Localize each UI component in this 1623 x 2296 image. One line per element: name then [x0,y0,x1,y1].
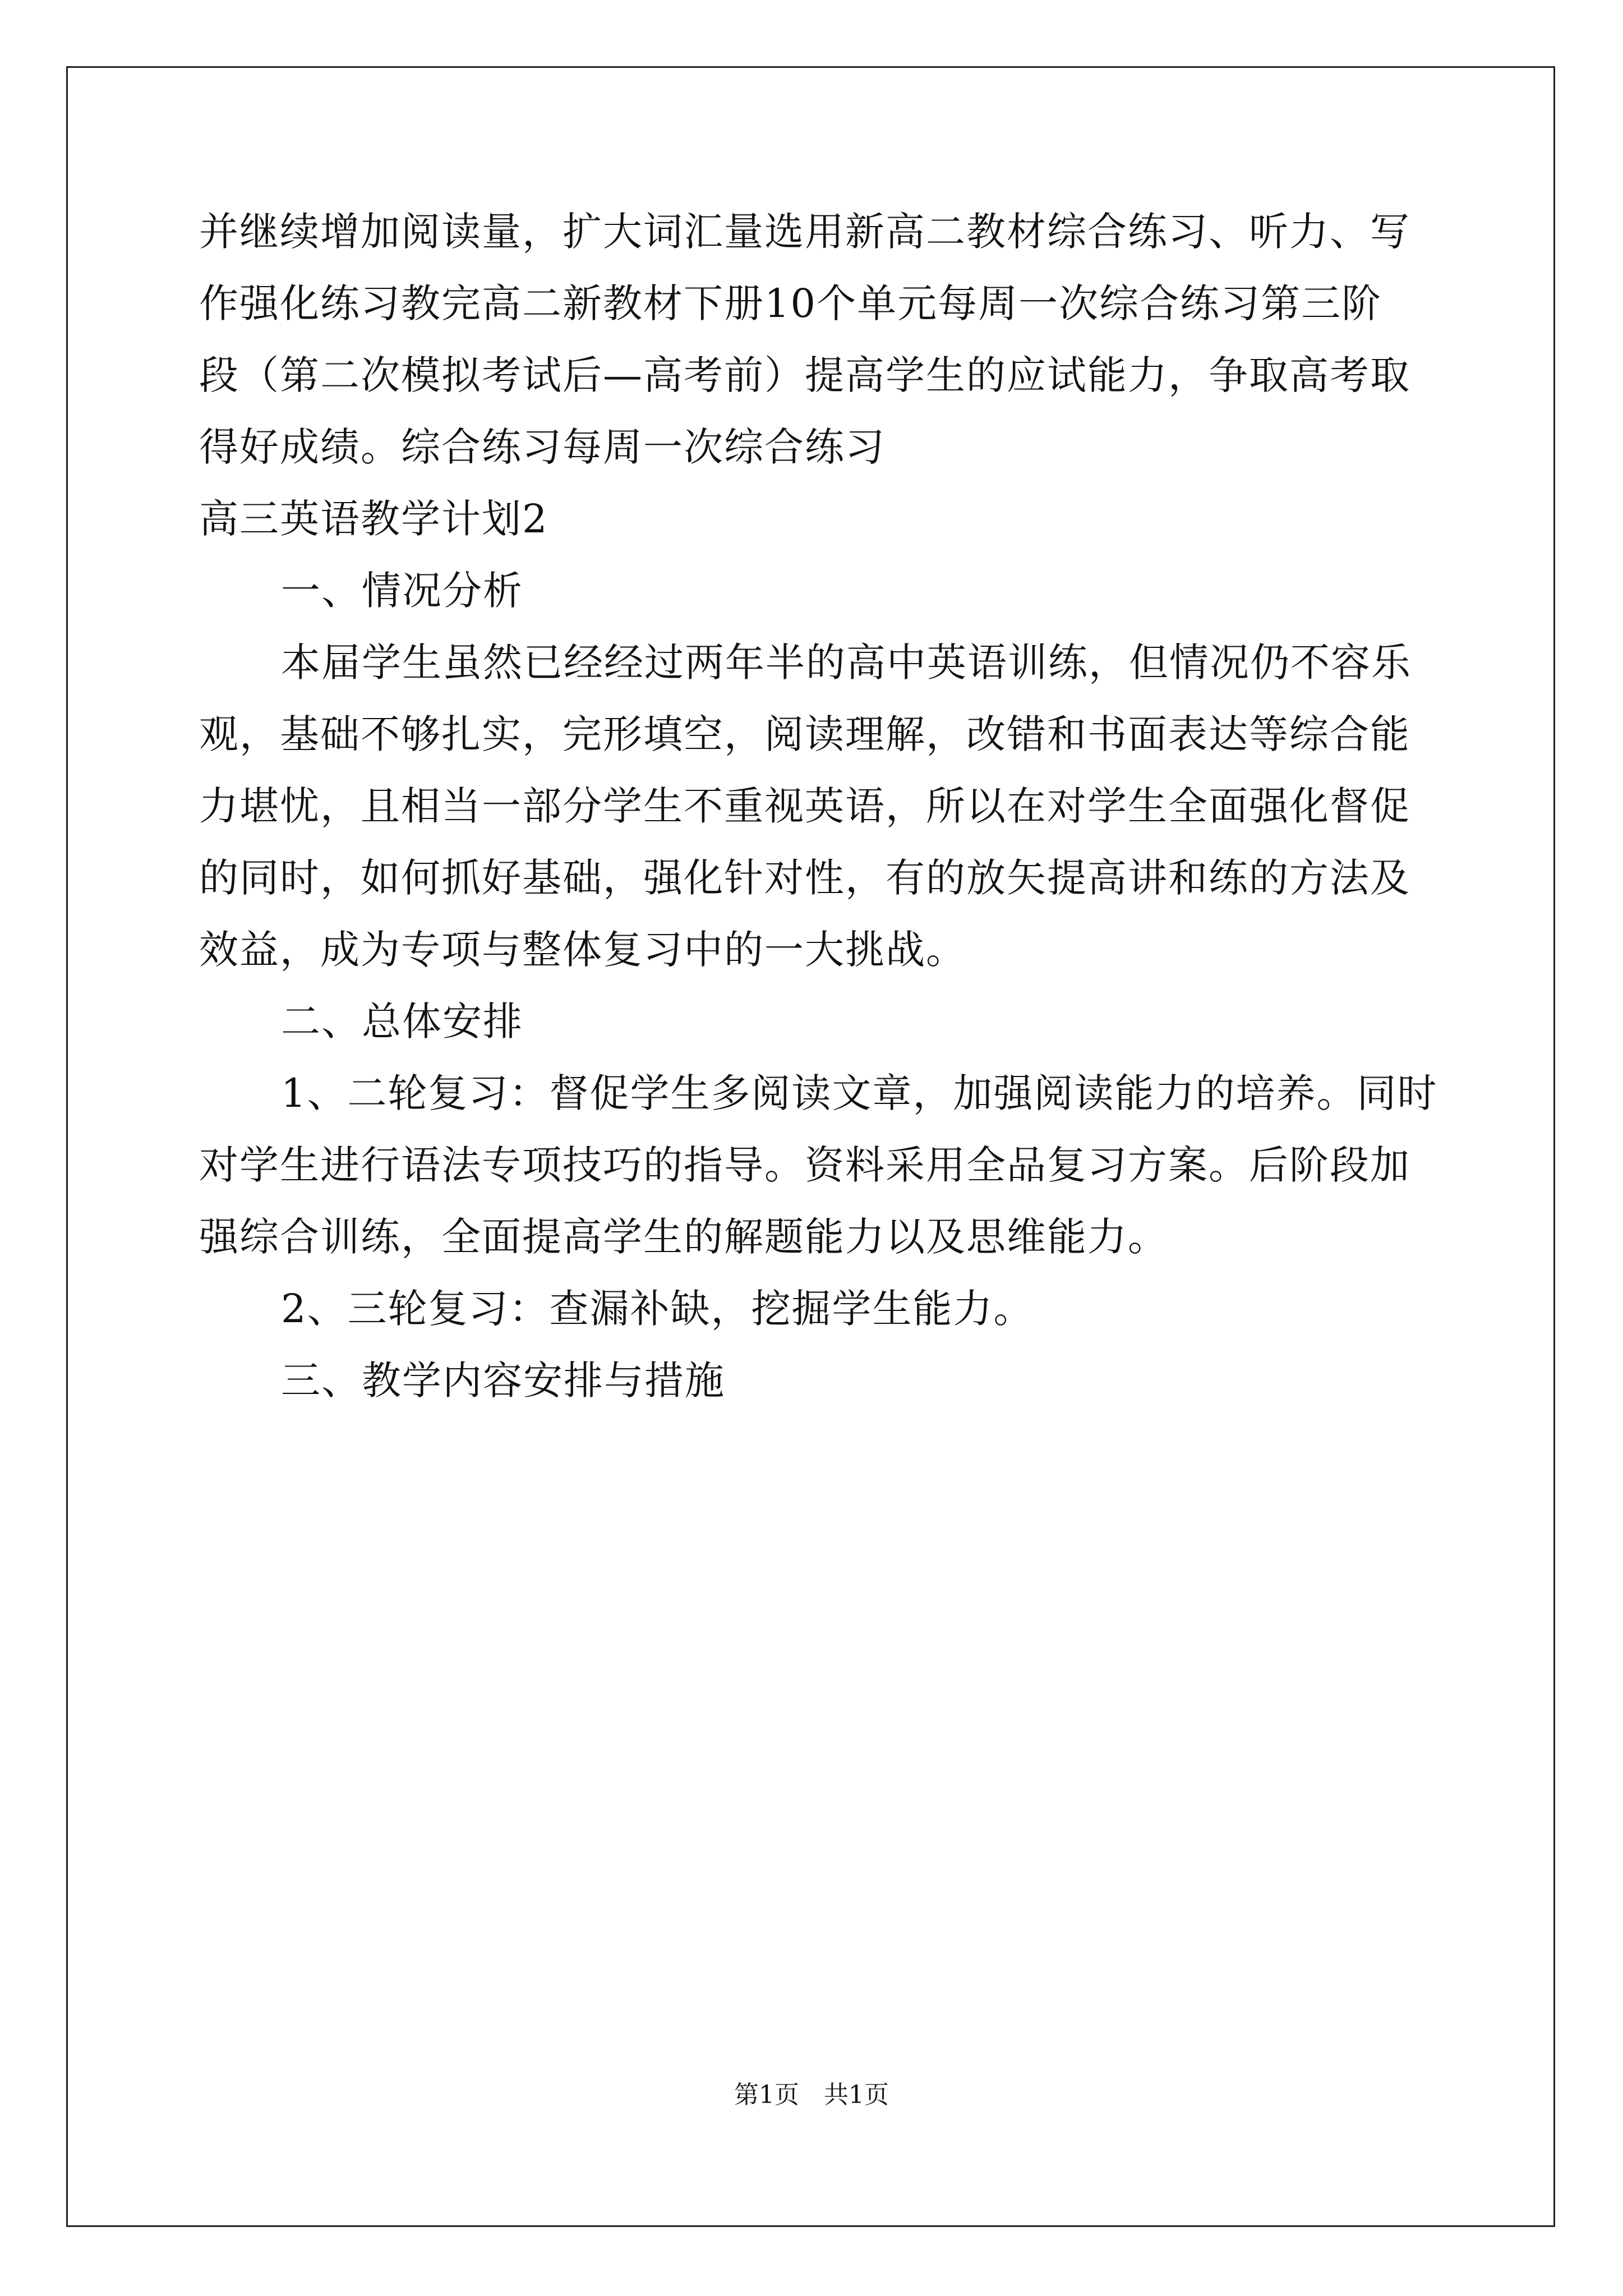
paragraph-line: 并继续增加阅读量，扩大词汇量选用新高二教材综合练习、听力、写 [199,209,1410,255]
paragraph-line: 的同时，如何抓好基础，强化针对性，有的放矢提高讲和练的方法及 [199,855,1410,901]
paragraph-line: 得好成绩。综合练习每周一次综合练习 [199,424,886,470]
heading-overall-arrangement: 二、总体安排 [281,999,523,1045]
paragraph-line: 本届学生虽然已经经过两年半的高中英语训练，但情况仍不容乐 [281,639,1412,685]
section-title: 高三英语教学计划2 [199,496,548,542]
paragraph-line: 2、三轮复习：查漏补缺，挖掘学生能力。 [281,1286,1034,1332]
page-footer [0,2079,1623,2111]
paragraph-line: 对学生进行语法专项技巧的指导。资料采用全品复习方案。后阶段加 [199,1142,1410,1188]
heading-situation-analysis: 一、情况分析 [281,568,523,614]
page-number: 第1页 [734,2081,799,2109]
paragraph-line: 力堪忧，且相当一部分学生不重视英语，所以在对学生全面强化督促 [199,783,1410,829]
heading-teaching-content: 三、教学内容安排与措施 [281,1358,725,1404]
page-total: 共1页 [824,2081,889,2109]
paragraph-line: 段（第二次模拟考试后—高考前）提高学生的应试能力，争取高考取 [199,352,1410,398]
paragraph-line: 作强化练习教完高二新教材下册10个单元每周一次综合练习第三阶 [199,280,1382,326]
paragraph-line: 强综合训练，全面提高学生的解题能力以及思维能力。 [199,1214,1168,1260]
paragraph-line: 效益，成为专项与整体复习中的一大挑战。 [199,927,966,973]
paragraph-line: 1、二轮复习：督促学生多阅读文章，加强阅读能力的培养。同时 [281,1070,1438,1116]
paragraph-line: 观，基础不够扎实，完形填空，阅读理解，改错和书面表达等综合能 [199,711,1410,757]
